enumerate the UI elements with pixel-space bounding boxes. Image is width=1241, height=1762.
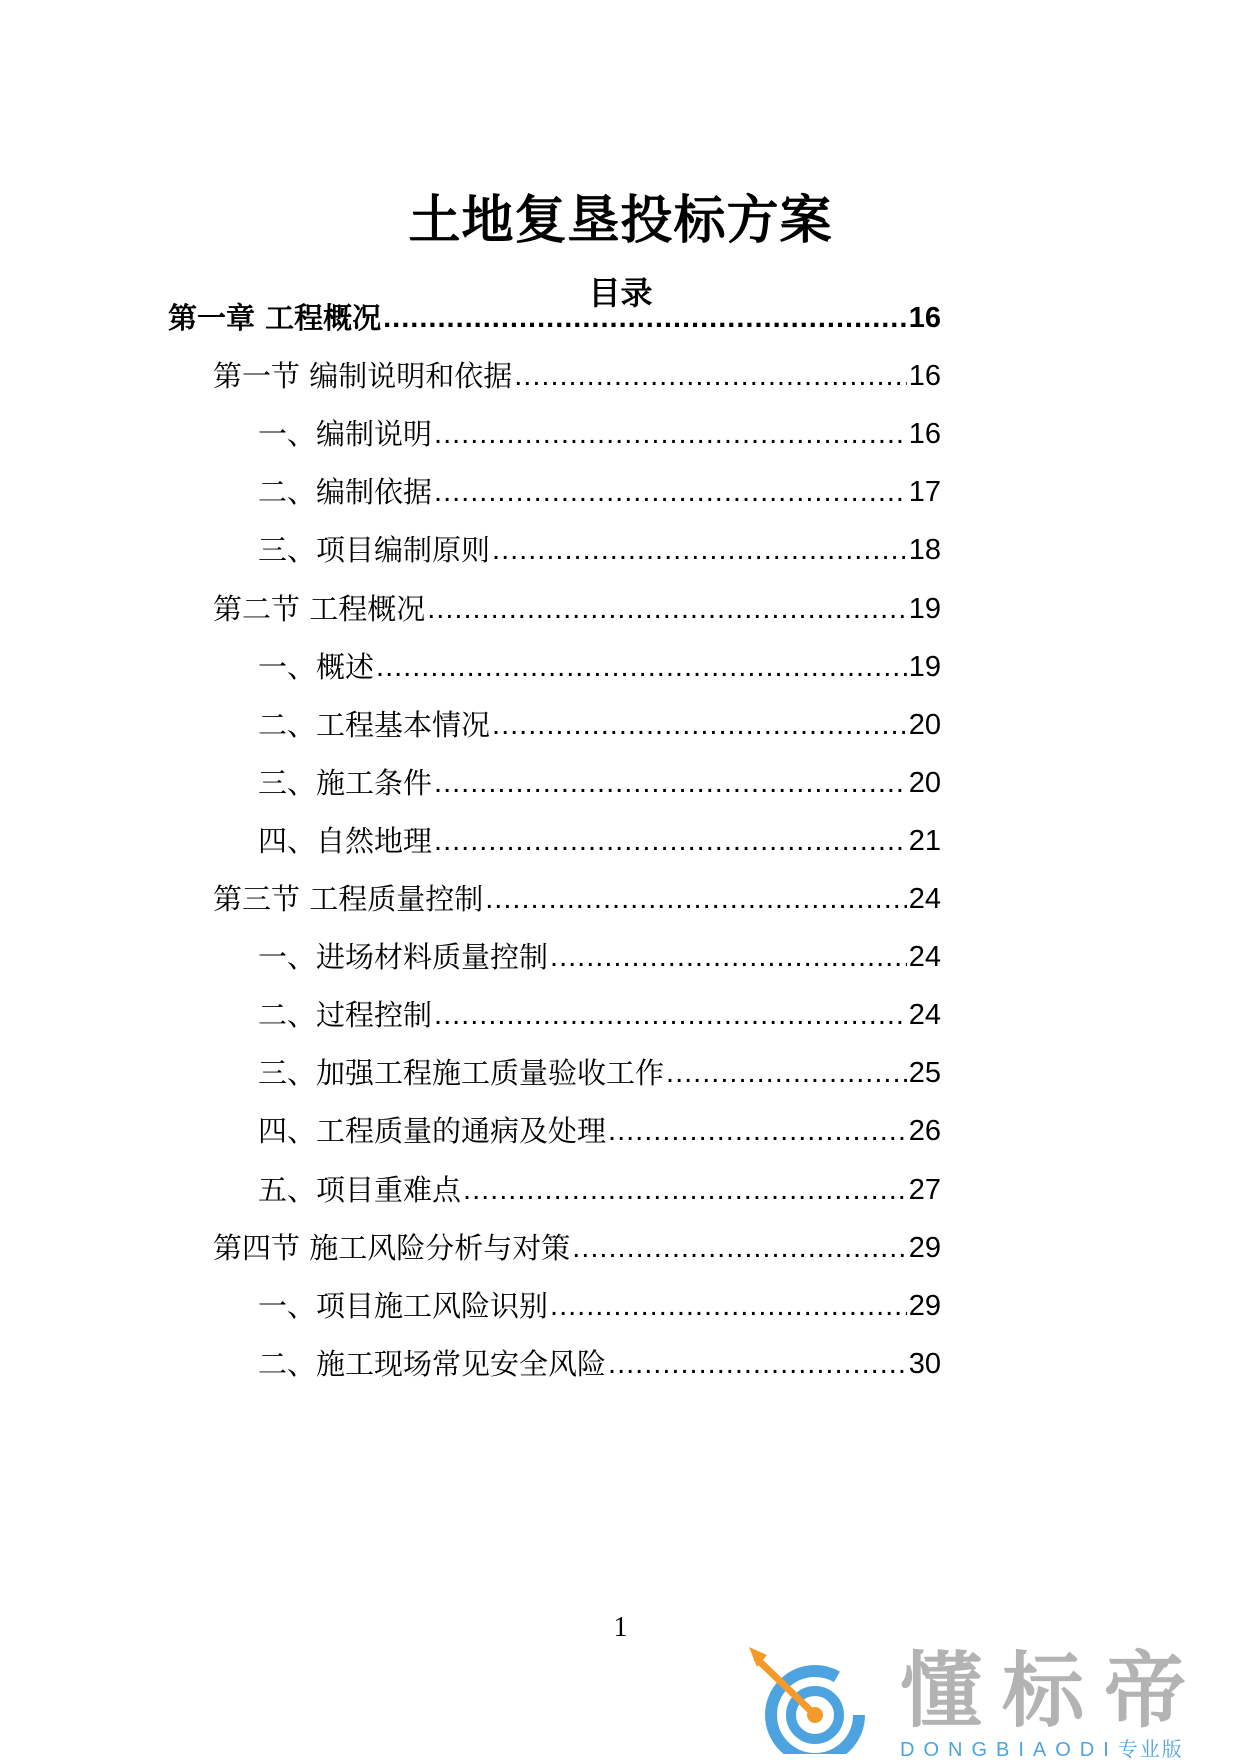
toc-entry-label: 一、概述 [258, 650, 375, 684]
toc-entry[interactable] [258, 472, 941, 512]
toc-entry-label: 四、自然地理 [258, 824, 433, 858]
toc-dot-leader [463, 1170, 907, 1210]
toc-entry-label: 第一节 编制说明和依据 [213, 359, 513, 393]
toc-entry[interactable] [258, 1111, 941, 1151]
toc-entry-label: 五、项目重难点 [258, 1173, 462, 1207]
toc-entry-page: 25 [908, 1057, 941, 1089]
toc-entry-page: 16 [908, 360, 941, 392]
toc-entry-page: 19 [908, 593, 941, 625]
toc-entry-label: 第二节 工程概况 [213, 592, 426, 626]
toc-dot-leader [485, 879, 907, 919]
toc-entry-page: 18 [908, 534, 941, 566]
toc-entry[interactable] [258, 995, 941, 1035]
toc-dot-leader [434, 472, 907, 512]
toc-entry-label: 第三节 工程质量控制 [213, 882, 484, 916]
toc-entry-label: 三、施工条件 [258, 766, 433, 800]
toc-entry-page: 21 [908, 825, 941, 857]
toc-entry-page: 24 [908, 941, 941, 973]
toc-entry[interactable] [258, 1344, 941, 1384]
toc-dot-leader [434, 995, 907, 1035]
toc-heading: 目录 [588, 274, 653, 312]
toc-entry-page: 24 [908, 883, 941, 915]
watermark [745, 1644, 1241, 1761]
toc-entry[interactable] [213, 1228, 941, 1268]
toc-entry[interactable] [258, 1170, 941, 1210]
toc-entry-label: 二、编制依据 [258, 475, 433, 509]
toc-entry[interactable] [258, 1053, 941, 1093]
toc-dot-leader [666, 1053, 907, 1093]
toc-entry-label: 二、过程控制 [258, 998, 433, 1032]
toc-entry-label: 四、工程质量的通病及处理 [258, 1114, 607, 1148]
toc-dot-leader [550, 937, 907, 977]
toc-entry[interactable] [258, 414, 941, 454]
toc-entry-page: 17 [908, 476, 941, 508]
toc-entry-label: 一、进场材料质量控制 [258, 940, 549, 974]
toc-entry-page: 20 [908, 709, 941, 741]
watermark-subtitle [900, 1733, 1184, 1762]
toc-dot-leader [572, 1228, 907, 1268]
toc-dot-leader [434, 763, 907, 803]
page-title: 土地复垦投标方案 [408, 191, 833, 251]
watermark-edition: 专业版 [1117, 1737, 1184, 1761]
toc-entry[interactable] [168, 298, 941, 338]
toc-entry-page: 20 [908, 767, 941, 799]
toc-dot-leader [427, 589, 907, 629]
watermark-romanized: DONGBIAODI [900, 1739, 1118, 1761]
toc-dot-leader [608, 1344, 907, 1384]
toc-entry-page: 29 [908, 1232, 941, 1264]
toc-dot-leader [434, 821, 907, 861]
toc-entry-page: 26 [908, 1115, 941, 1147]
toc-entry-page: 16 [908, 302, 941, 334]
target-dart-icon [745, 1645, 865, 1754]
toc-entry[interactable] [258, 530, 941, 570]
toc-dot-leader [550, 1286, 907, 1326]
toc-dot-leader [514, 356, 907, 396]
toc-dot-leader [383, 298, 907, 338]
toc-entry-label: 二、施工现场常见安全风险 [258, 1347, 607, 1381]
watermark-brand: 懂标帝 [900, 1644, 1207, 1739]
toc-entry-label: 二、工程基本情况 [258, 708, 491, 742]
toc-entry-page: 19 [908, 651, 941, 683]
toc-entry[interactable] [213, 589, 941, 629]
toc-entry[interactable] [258, 763, 941, 803]
toc-dot-leader [492, 530, 907, 570]
toc-entry-label: 第一章 工程概况 [168, 301, 382, 335]
toc-dot-leader [434, 414, 907, 454]
toc-entry[interactable] [258, 647, 941, 687]
toc-entry-page: 24 [908, 999, 941, 1031]
page-number: 1 [613, 1612, 628, 1643]
toc-entry[interactable] [213, 879, 941, 919]
toc-entry[interactable] [258, 705, 941, 745]
toc-entry[interactable] [258, 937, 941, 977]
toc-entry[interactable] [258, 821, 941, 861]
toc-entry-page: 30 [908, 1348, 941, 1380]
toc-entry-label: 一、项目施工风险识别 [258, 1289, 549, 1323]
toc-dot-leader [608, 1111, 907, 1151]
toc-entry-label: 第四节 施工风险分析与对策 [213, 1231, 571, 1265]
toc-entry-label: 三、加强工程施工质量验收工作 [258, 1056, 665, 1090]
toc-entry[interactable] [258, 1286, 941, 1326]
toc-dot-leader [492, 705, 907, 745]
toc-entry-label: 三、项目编制原则 [258, 533, 491, 567]
toc-entry-page: 27 [908, 1174, 941, 1206]
toc-entry-label: 一、编制说明 [258, 417, 433, 451]
toc-entry-page: 29 [908, 1290, 941, 1322]
toc-dot-leader [376, 647, 907, 687]
toc-entry[interactable] [213, 356, 941, 396]
toc-entry-page: 16 [908, 418, 941, 450]
